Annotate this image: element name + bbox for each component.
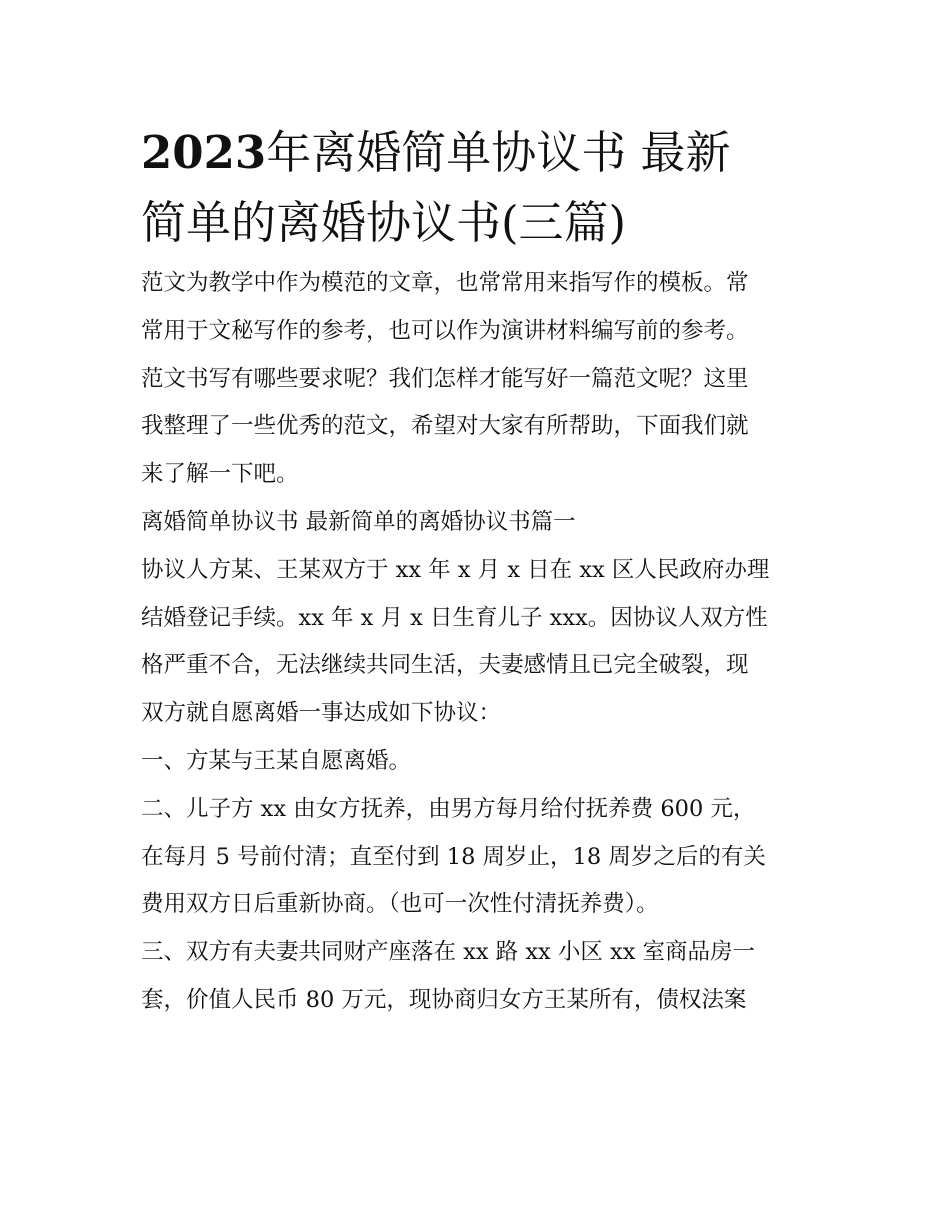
body-line: 费用双方日后重新协商。（也可一次性付清抚养费）。 [141,891,659,918]
body-line: 格严重不合，无法继续共同生活，夫妻感情且已完全破裂，现 [141,652,749,679]
title-line-2: 简单的离婚协议书(三篇) [141,196,627,249]
body-line: 范文为教学中作为模范的文章，也常常用来指写作的模板。常 [141,270,749,296]
clause-1: 一、方某与王某自愿离婚。 [141,747,412,774]
title-line-1-text: 年离婚简单协议书 最新 [266,126,731,179]
title-line-1 [141,118,821,188]
body-line: 协议人方某、王某双方于 xx 年 x 月 x 日在 xx 区人民政府办理 [141,556,770,583]
body-line: 范文书写有哪些要求呢？我们怎样才能写好一篇范文呢？这里 [141,365,749,392]
body-line: 来了解一下吧。 [141,461,299,488]
clause-2: 二、儿子方 xx 由女方抚养，由男方每月给付抚养费 600 元， [141,795,756,822]
body-line: 结婚登记手续。xx 年 x 月 x 日生育儿子 xxx。因协议人双方性 [141,604,768,631]
body-line: 我整理了一些优秀的范文，希望对大家有所帮助，下面我们就 [141,413,749,440]
body-line: 套，价值人民币 80 万元，现协商归女方王某所有，债权法案 [141,986,747,1013]
body-line: 双方就自愿离婚一事达成如下协议： [141,700,502,727]
section-heading: 离婚简单协议书 最新简单的离婚协议书篇一 [141,508,576,535]
clause-3: 三、双方有夫妻共同财产座落在 xx 路 xx 小区 xx 室商品房一 [141,939,756,966]
body-line: 常用于文秘写作的参考，也可以作为演讲材料编写前的参考。 [141,317,749,344]
title-year: 2023 [141,126,267,179]
body-line: 在每月 5 号前付清；直至付到 18 周岁止，18 周岁之后的有关 [141,843,766,870]
document-content [141,118,821,1025]
document-body [141,260,821,1025]
document-title [141,118,821,258]
